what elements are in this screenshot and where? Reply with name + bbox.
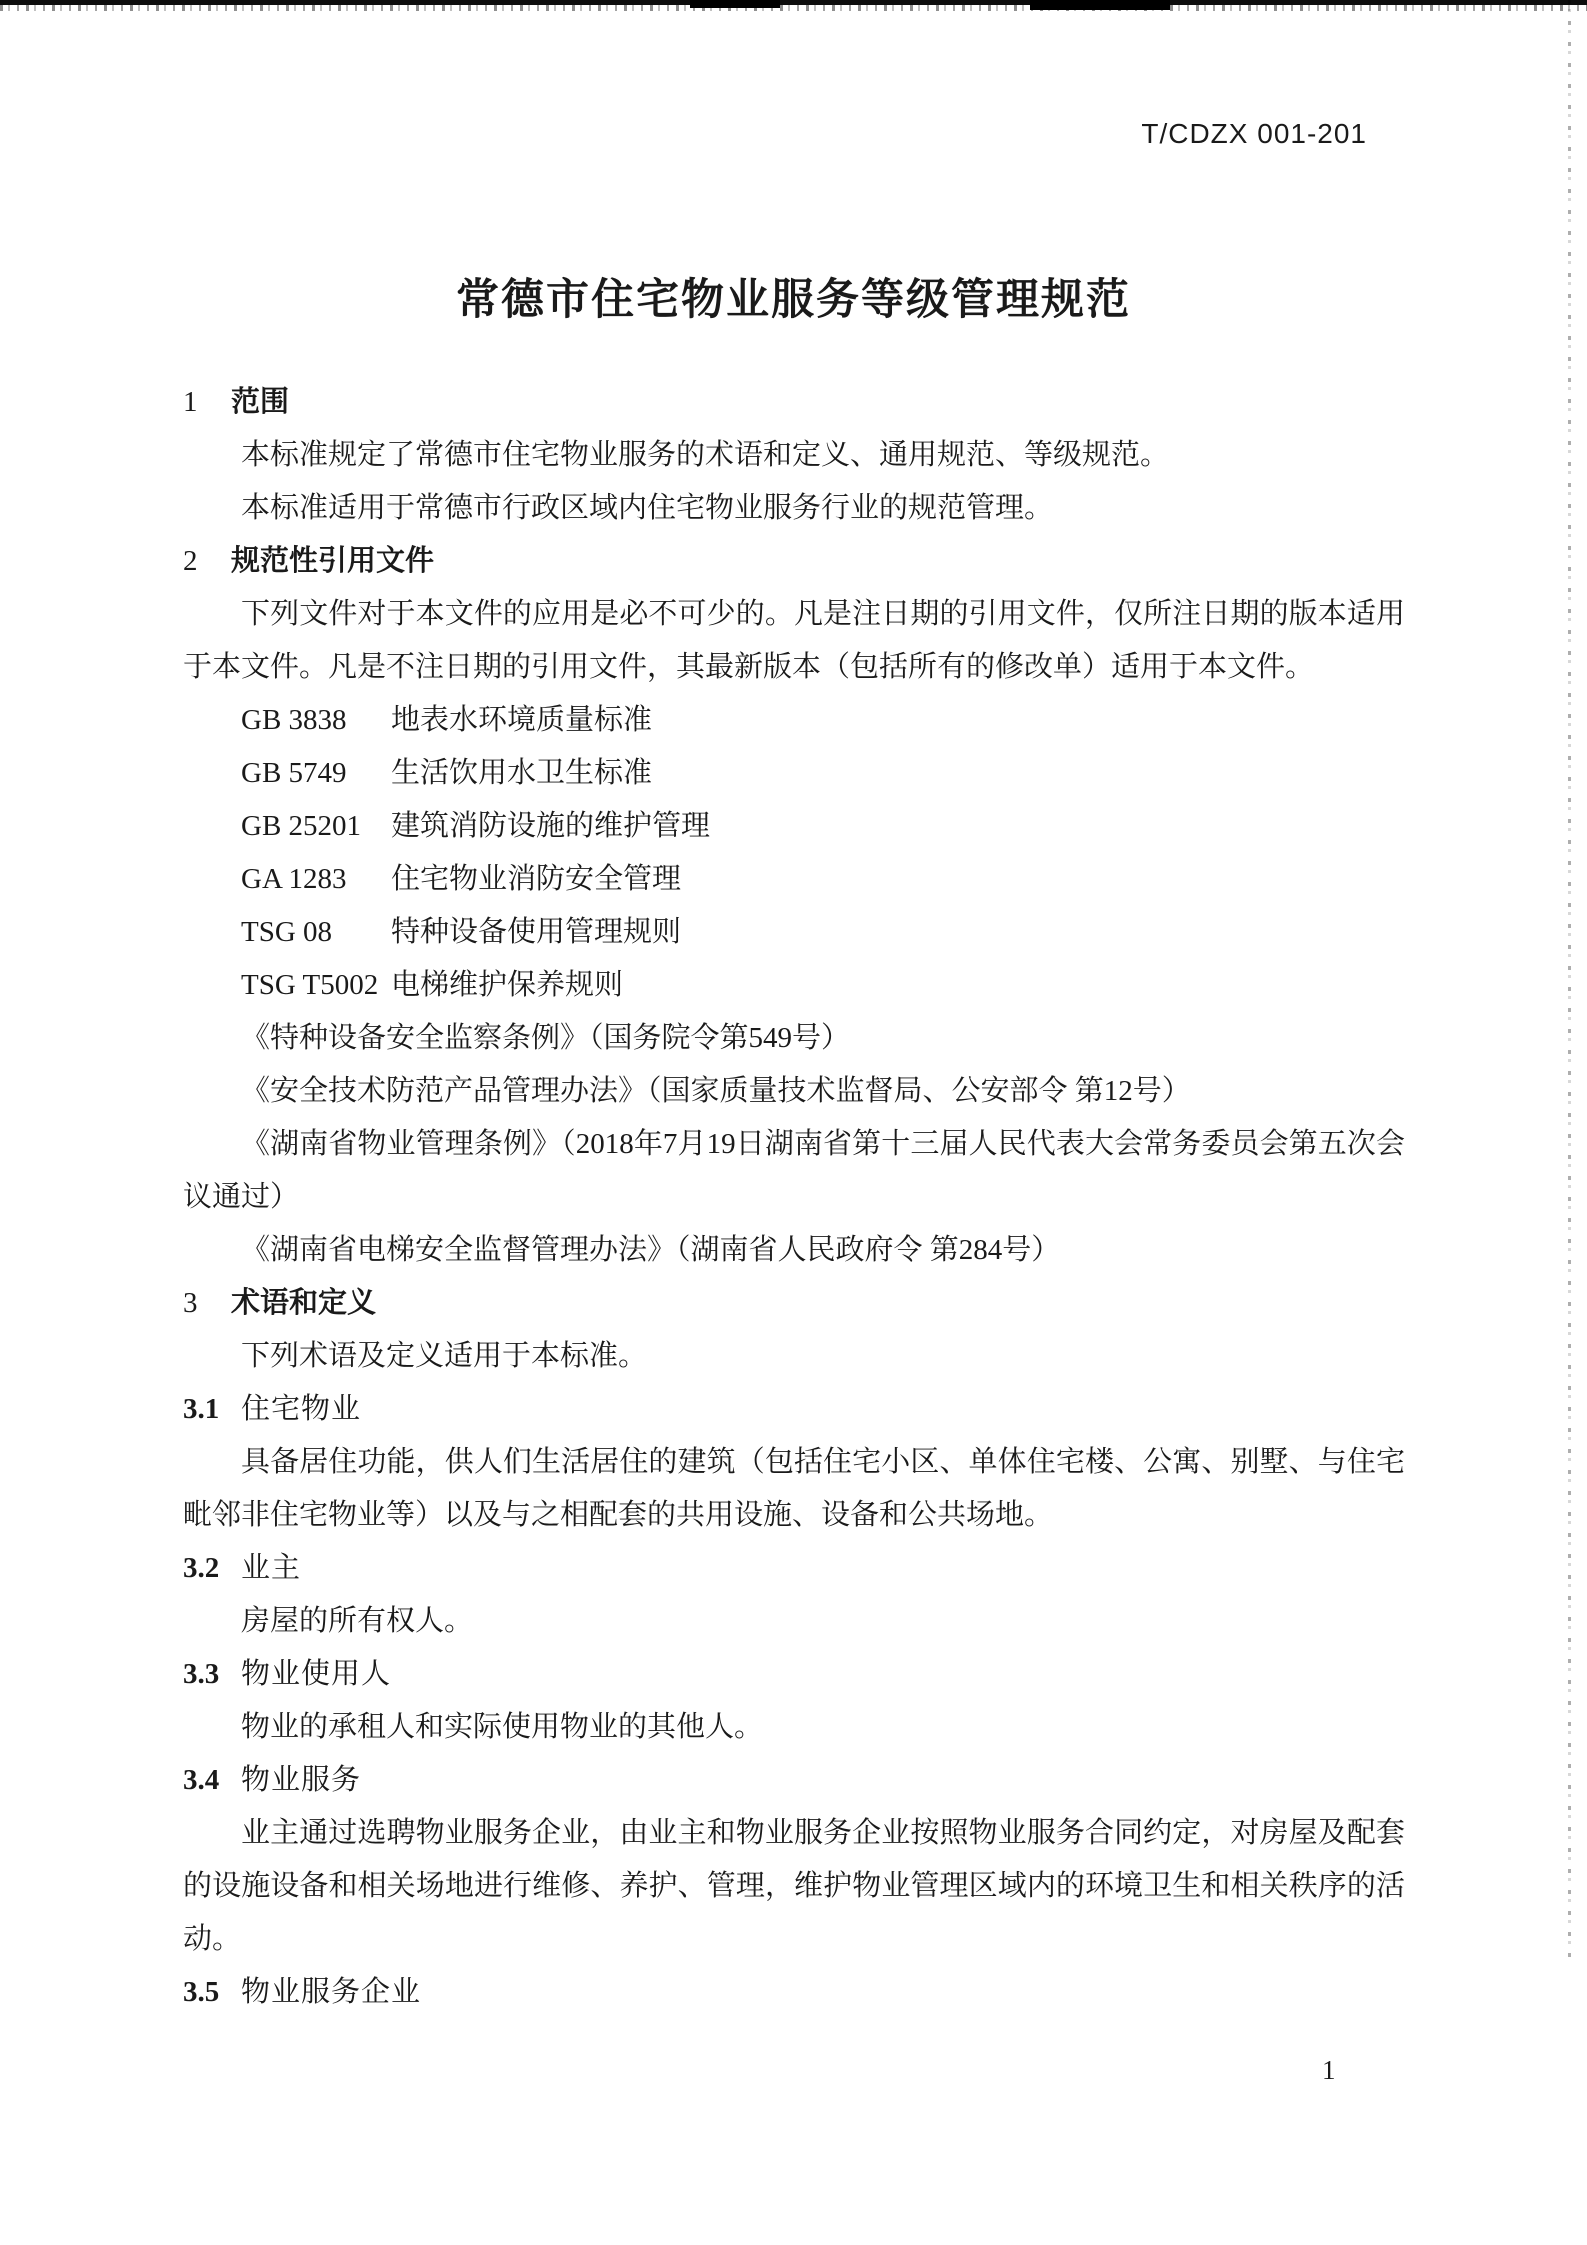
reference-code: TSG T5002 [241,969,379,1001]
reference-title: 住宅物业消防安全管理 [391,863,682,895]
section-title: 范围 [231,386,290,418]
reference-title: 特种设备使用管理规则 [391,916,682,948]
document-code: T/CDZX 001-201 [1141,118,1367,149]
reference-item [183,853,1405,906]
page-number: 1 [1322,2055,1336,2085]
term-name: 物业使用人 [241,1658,392,1690]
term-heading-3-3 [183,1648,1405,1701]
cited-regulation: 《湖南省电梯安全监督管理办法》（湖南省人民政府令 第284号） [241,1234,1061,1266]
reference-code: TSG 08 [241,916,333,948]
paragraph-scope-2: 本标准适用于常德市行政区域内住宅物业服务行业的规范管理。 [241,492,1054,524]
term-definition-3-1: 具备居住功能，供人们生活居住的建筑（包括住宅小区、单体住宅楼、公寓、别墅、与住宅毗邻非住宅物业等）以及与之相配套的共用设施、设备和公共场地。 [183,1446,1405,1531]
reference-item [183,959,1405,1012]
term-definition-3-2: 房屋的所有权人。 [241,1605,474,1637]
paragraph-terms-intro: 下列术语及定义适用于本标准。 [241,1340,648,1372]
reference-code: GB 5749 [241,757,347,789]
term-number: 3.5 [183,1976,220,2008]
reference-title: 地表水环境质量标准 [391,704,653,736]
paragraph-scope-1: 本标准规定了常德市住宅物业服务的术语和定义、通用规范、等级规范。 [241,439,1170,471]
reference-item [183,800,1405,853]
term-name: 业主 [241,1552,302,1584]
reference-title: 电梯维护保养规则 [391,969,624,1001]
section-heading-normative-refs [183,535,1405,588]
reference-item [183,747,1405,800]
section-heading-scope [183,376,1405,429]
scan-artifact-blob [690,0,780,8]
reference-item [183,694,1405,747]
term-number: 3.2 [183,1552,220,1584]
section-number: 1 [183,386,198,418]
term-number: 3.4 [183,1764,220,1796]
term-heading-3-1 [183,1383,1405,1436]
term-name: 物业服务企业 [241,1976,422,2008]
paragraph-refs-intro: 下列文件对于本文件的应用是必不可少的。凡是注日期的引用文件，仅所注日期的版本适用于本文件。凡是不注日期的引用文件，其最新版本（包括所有的修改单）适用于本文件。 [183,598,1405,683]
reference-code: GB 25201 [241,810,362,842]
term-number: 3.1 [183,1393,220,1425]
section-number: 2 [183,545,198,577]
section-title: 术语和定义 [231,1287,377,1319]
reference-item [183,906,1405,959]
reference-code: GA 1283 [241,863,347,895]
cited-regulation: 《安全技术防范产品管理办法》（国家质量技术监督局、公安部令 第12号） [241,1075,1191,1107]
term-heading-3-5 [183,1966,1405,2019]
section-title: 规范性引用文件 [231,545,435,577]
reference-title: 生活饮用水卫生标准 [391,757,653,789]
term-definition-3-3: 物业的承租人和实际使用物业的其他人。 [241,1711,764,1743]
term-heading-3-2 [183,1542,1405,1595]
cited-regulation: 《特种设备安全监察条例》（国务院令第549号） [241,1022,851,1054]
cited-regulation: 《湖南省物业管理条例》（2018年7月19日湖南省第十三届人民代表大会常务委员会第五次会议通过） [183,1128,1405,1213]
term-name: 住宅物业 [241,1393,362,1425]
document-body [183,376,1405,2019]
section-number: 3 [183,1287,198,1319]
reference-title: 建筑消防设施的维护管理 [391,810,711,842]
term-name: 物业服务 [241,1764,362,1796]
scan-artifact-top-noise [0,5,1587,11]
document-title: 常德市住宅物业服务等级管理规范 [456,276,1131,324]
term-heading-3-4 [183,1754,1405,1807]
scan-artifact-blob [1030,0,1170,10]
section-heading-terms [183,1277,1405,1330]
reference-code: GB 3838 [241,704,347,736]
term-number: 3.3 [183,1658,220,1690]
term-definition-3-4: 业主通过选聘物业服务企业，由业主和物业服务企业按照物业服务合同约定，对房屋及配套的设施设备和相关场地进行维修、养护、管理，维护物业管理区域内的环境卫生和相关秩序的活动。 [183,1817,1405,1955]
